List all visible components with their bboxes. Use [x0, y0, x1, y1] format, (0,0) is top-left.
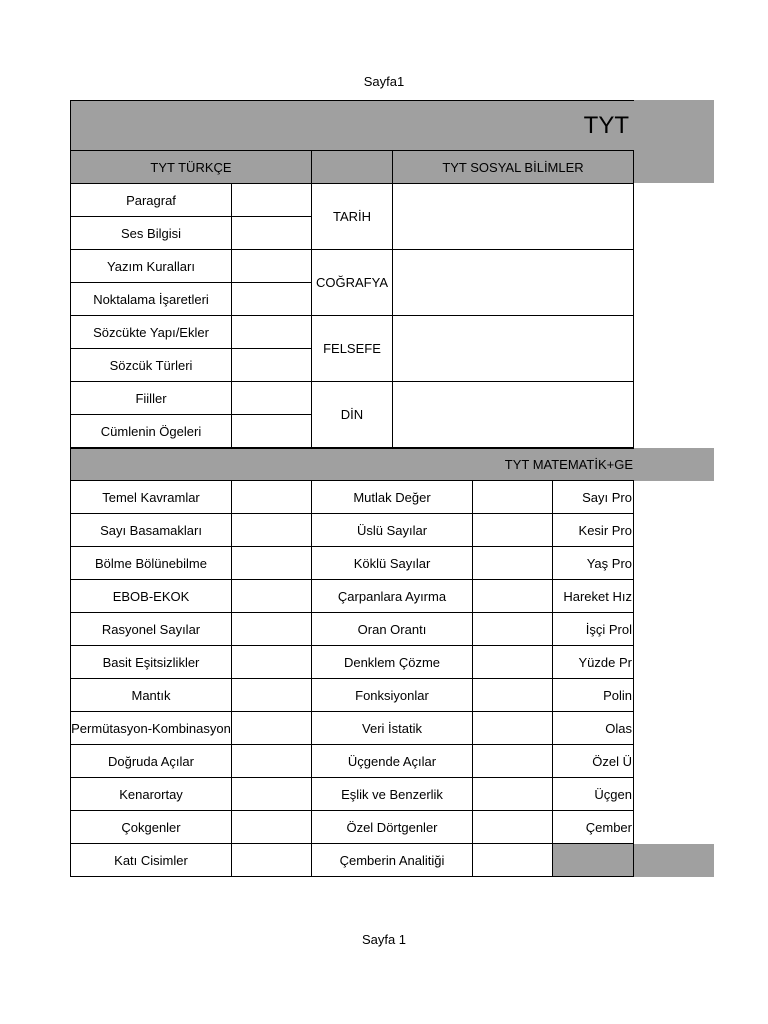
matematik-empty-cell[interactable] [472, 579, 553, 613]
matematik-topic-label: Yüzde Pr [578, 654, 632, 670]
turkce-empty-cell[interactable] [231, 216, 312, 250]
matematik-topic-label: Hareket Hız [563, 588, 632, 604]
matematik-topic-clipped [552, 579, 634, 613]
math-header-overflow [634, 448, 714, 481]
sosyal-header-spacer [311, 150, 393, 184]
matematik-topic-clipped [552, 777, 634, 811]
sosyal-empty-cell[interactable] [392, 249, 634, 316]
turkce-topic: Cümlenin Ögeleri [70, 414, 232, 448]
matematik-topic: Eşlik ve Benzerlik [311, 777, 473, 811]
matematik-empty-cell[interactable] [472, 843, 553, 877]
turkce-empty-cell[interactable] [231, 348, 312, 382]
matematik-topic: Üçgende Açılar [311, 744, 473, 778]
matematik-topic-label: Yaş Pro [586, 555, 632, 571]
matematik-empty-cell[interactable] [231, 843, 312, 877]
matematik-topic: Fonksiyonlar [311, 678, 473, 712]
matematik-topic: Basit Eşitsizlikler [70, 645, 232, 679]
matematik-empty-cell[interactable] [231, 777, 312, 811]
sosyal-subject: COĞRAFYA [311, 249, 393, 316]
turkce-topic: Yazım Kuralları [70, 249, 232, 283]
turkce-empty-cell[interactable] [231, 249, 312, 283]
matematik-empty-cell[interactable] [231, 810, 312, 844]
matematik-topic: EBOB-EKOK [70, 579, 232, 613]
matematik-empty-cell[interactable] [231, 480, 312, 514]
matematik-empty-cell[interactable] [472, 612, 553, 646]
turkce-topic: Noktalama İşaretleri [70, 282, 232, 316]
turkce-topic: Sözcükte Yapı/Ekler [70, 315, 232, 349]
turkce-header: TYT TÜRKÇE [70, 150, 312, 184]
matematik-empty-cell[interactable] [472, 711, 553, 745]
title-band-overflow [634, 100, 714, 183]
sosyal-subject: FELSEFE [311, 315, 393, 382]
turkce-topic: Sözcük Türleri [70, 348, 232, 382]
sosyal-subject: TARİH [311, 183, 393, 250]
matematik-topic-clipped [552, 513, 634, 547]
matematik-empty-cell[interactable] [231, 711, 312, 745]
sosyal-empty-cell[interactable] [392, 381, 634, 448]
turkce-topic: Fiiller [70, 381, 232, 415]
matematik-topic-clipped [552, 744, 634, 778]
matematik-topic: Bölme Bölünebilme [70, 546, 232, 580]
matematik-empty-cell[interactable] [231, 546, 312, 580]
matematik-empty-cell[interactable] [472, 645, 553, 679]
turkce-empty-cell[interactable] [231, 381, 312, 415]
turkce-empty-cell[interactable] [231, 183, 312, 217]
matematik-topic: Katı Cisimler [70, 843, 232, 877]
turkce-empty-cell[interactable] [231, 414, 312, 448]
matematik-topic-label: Çember [585, 819, 632, 835]
matematik-topic: Rasyonel Sayılar [70, 612, 232, 646]
matematik-empty-cell[interactable] [231, 579, 312, 613]
matematik-topic-label: Özel Ü [592, 753, 632, 769]
turkce-empty-cell[interactable] [231, 315, 312, 349]
matematik-empty-cell[interactable] [472, 678, 553, 712]
matematik-topic: Temel Kavramlar [70, 480, 232, 514]
matematik-topic: Sayı Basamakları [70, 513, 232, 547]
matematik-topic: Çemberin Analitiği [311, 843, 473, 877]
matematik-topic: Özel Dörtgenler [311, 810, 473, 844]
math-last-cell-overflow [634, 844, 714, 877]
matematik-empty-cell[interactable] [472, 513, 553, 547]
matematik-topic-clipped [552, 645, 634, 679]
matematik-topic-clipped [552, 810, 634, 844]
matematik-topic-label: Sayı Pro [582, 489, 632, 505]
sosyal-empty-cell[interactable] [392, 183, 634, 250]
matematik-topic-label: Polin [603, 687, 632, 703]
matematik-topic: Mutlak Değer [311, 480, 473, 514]
matematik-empty-cell[interactable] [231, 678, 312, 712]
matematik-topic: Oran Orantı [311, 612, 473, 646]
matematik-topic-clipped [552, 480, 634, 514]
matematik-topic-clipped [552, 678, 634, 712]
matematik-empty-cell[interactable] [231, 645, 312, 679]
matematik-topic: Permütasyon-Kombinasyon [70, 711, 232, 745]
matematik-topic-clipped [552, 546, 634, 580]
matematik-topic: Mantık [70, 678, 232, 712]
matematik-topic-label: Olas [605, 720, 632, 736]
matematik-topic: Köklü Sayılar [311, 546, 473, 580]
matematik-empty-cell[interactable] [472, 777, 553, 811]
matematik-empty-cell[interactable] [472, 546, 553, 580]
matematik-topic: Çokgenler [70, 810, 232, 844]
matematik-topic-label: Kesir Pro [578, 522, 632, 538]
sosyal-subject: DİN [311, 381, 393, 448]
matematik-topic-clipped [552, 711, 634, 745]
matematik-topic: Çarpanlara Ayırma [311, 579, 473, 613]
matematik-topic-label: Üçgen [594, 786, 632, 802]
table-title: TYT [70, 100, 634, 151]
matematik-topic: Üslü Sayılar [311, 513, 473, 547]
matematik-topic-label: İşçi Prol [585, 621, 632, 637]
turkce-topic: Paragraf [70, 183, 232, 217]
matematik-topic: Doğruda Açılar [70, 744, 232, 778]
matematik-empty-cell[interactable] [231, 612, 312, 646]
matematik-empty-cell[interactable] [472, 810, 553, 844]
matematik-header: TYT MATEMATİK+GE [70, 448, 634, 481]
turkce-topic: Ses Bilgisi [70, 216, 232, 250]
turkce-empty-cell[interactable] [231, 282, 312, 316]
matematik-empty-cell[interactable] [472, 744, 553, 778]
matematik-topic-clipped [552, 612, 634, 646]
matematik-empty-cell[interactable] [472, 480, 553, 514]
sheet-name: Sayfa1 [363, 74, 405, 89]
sosyal-header: TYT SOSYAL BİLİMLER [392, 150, 634, 184]
matematik-gray-cell [552, 843, 634, 877]
page-footer: Sayfa 1 [361, 932, 407, 947]
matematik-topic: Veri İstatik [311, 711, 473, 745]
matematik-topic: Denklem Çözme [311, 645, 473, 679]
matematik-empty-cell[interactable] [231, 513, 312, 547]
matematik-empty-cell[interactable] [231, 744, 312, 778]
matematik-topic: Kenarortay [70, 777, 232, 811]
sosyal-empty-cell[interactable] [392, 315, 634, 382]
